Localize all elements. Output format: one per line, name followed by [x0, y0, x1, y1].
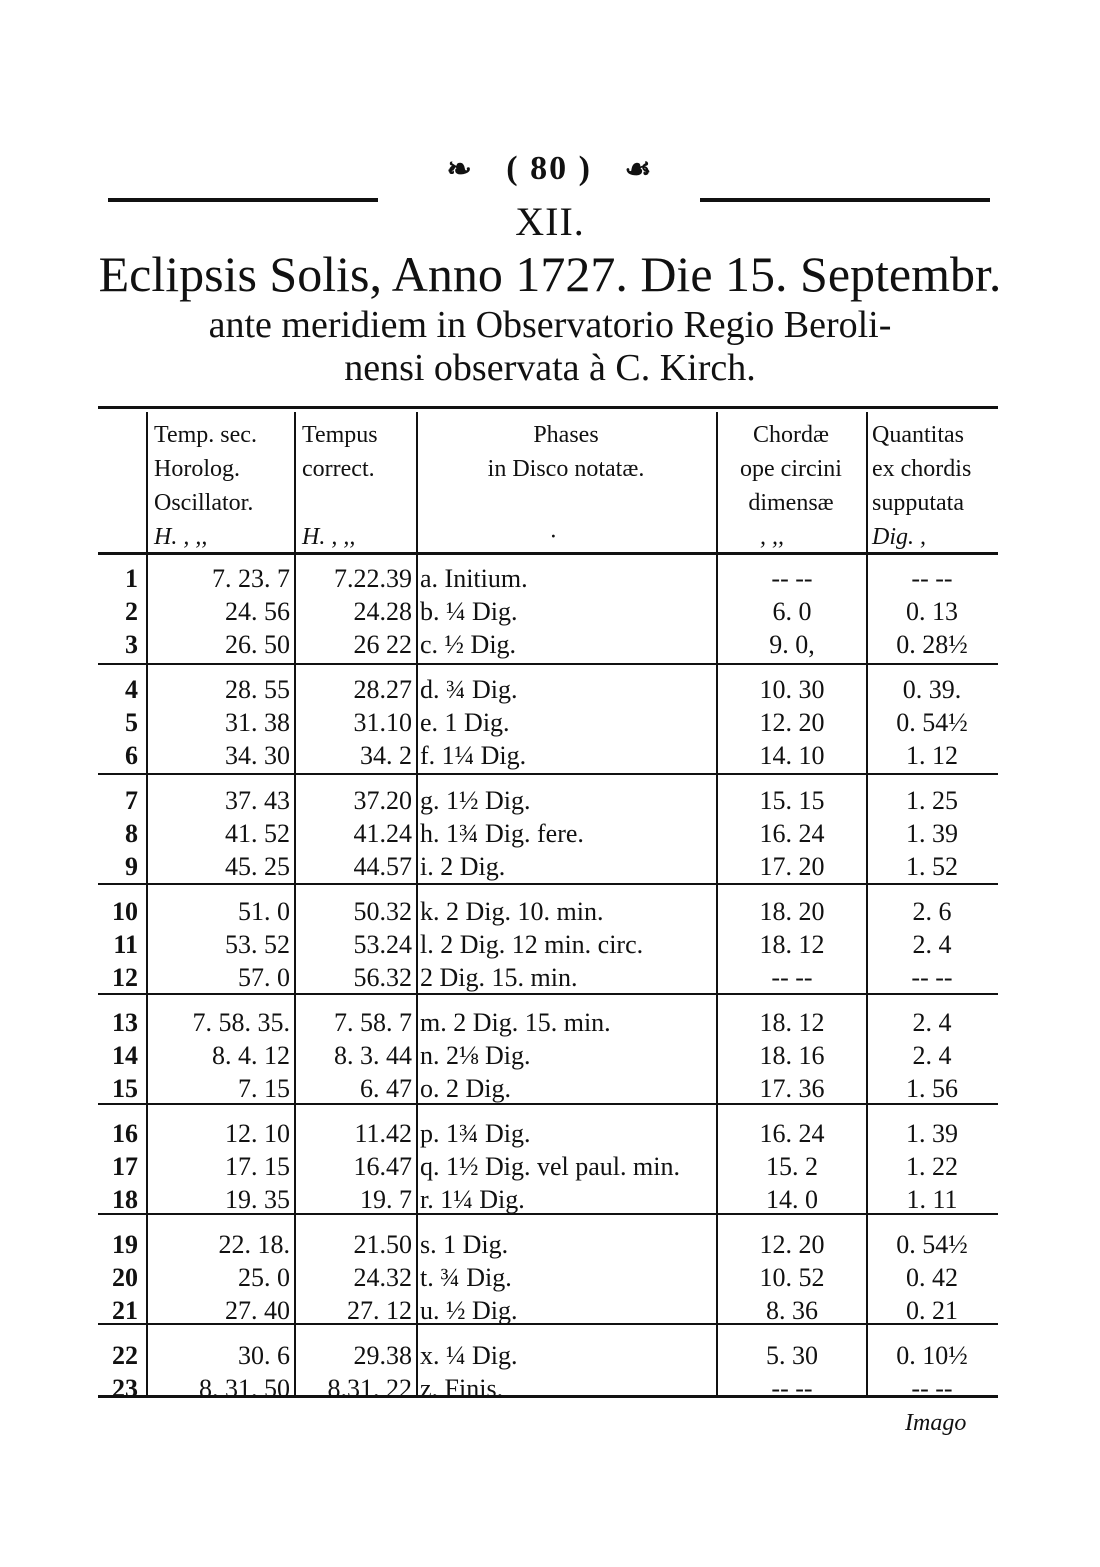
- clock-time-cell: 51. 0: [238, 897, 290, 926]
- quantity-cell: 1. 11: [906, 1185, 958, 1214]
- phase-cell: r. 1¼ Dig.: [420, 1185, 525, 1214]
- phase-cell: h. 1¾ Dig. fere.: [420, 819, 584, 848]
- chord-cell: 17. 36: [759, 1074, 825, 1103]
- quantity-cell: 1. 39: [906, 1119, 958, 1148]
- corrected-time-cell: 6. 47: [360, 1074, 412, 1103]
- corrected-time-cell: 50.32: [353, 897, 412, 926]
- group-rule: [98, 773, 998, 775]
- chord-cell: 18. 20: [759, 897, 825, 926]
- row-number-cell: 15: [112, 1074, 138, 1103]
- page-number: ( 80 ): [506, 150, 592, 187]
- table-row: [110, 1183, 990, 1217]
- chord-cell: 15. 2: [766, 1152, 818, 1181]
- quantity-cell: 1. 25: [906, 786, 958, 815]
- chord-cell: 17. 20: [759, 852, 825, 881]
- table-row: [110, 1006, 990, 1040]
- corrected-time-cell: 26 22: [353, 630, 412, 659]
- quantity-cell: 1. 56: [906, 1074, 958, 1103]
- chord-cell: -- --: [771, 963, 813, 992]
- header-clock-time: Temp. sec. Horolog. Oscillator.: [154, 422, 257, 516]
- phase-cell: k. 2 Dig. 10. min.: [420, 897, 604, 926]
- phase-cell: l. 2 Dig. 12 min. circ.: [420, 930, 644, 959]
- clock-time-cell: 31. 38: [225, 708, 290, 737]
- corrected-time-cell: 27. 12: [347, 1296, 412, 1325]
- row-number-cell: 1: [125, 564, 138, 593]
- corrected-time-cell: 29.38: [353, 1341, 412, 1370]
- table-row: [110, 1228, 990, 1262]
- clock-time-cell: 17. 15: [225, 1152, 290, 1181]
- quantity-cell: 0. 54½: [896, 1230, 968, 1259]
- phase-cell: 2 Dig. 15. min.: [420, 963, 578, 992]
- clock-time-cell: 22. 18.: [218, 1230, 290, 1259]
- clock-time-cell: 27. 40: [225, 1296, 290, 1325]
- phase-cell: i. 2 Dig.: [420, 852, 506, 881]
- chord-cell: 16. 24: [759, 819, 825, 848]
- chord-cell: 14. 0: [766, 1185, 818, 1214]
- row-number-cell: 8: [125, 819, 138, 848]
- chord-cell: 9. 0,: [769, 630, 815, 659]
- unit-phases: ·: [550, 524, 556, 550]
- table-row: [110, 1261, 990, 1295]
- phase-cell: t. ¾ Dig.: [420, 1263, 512, 1292]
- table-row: [110, 1372, 990, 1406]
- corrected-time-cell: 28.27: [353, 675, 412, 704]
- chord-cell: 5. 30: [766, 1341, 818, 1370]
- clock-time-cell: 26. 50: [225, 630, 290, 659]
- corrected-time-cell: 56.32: [353, 963, 412, 992]
- chord-cell: 14. 10: [759, 741, 825, 770]
- corrected-time-cell: 8.31. 22: [327, 1374, 412, 1403]
- table-row: [110, 739, 990, 773]
- quantity-cell: 0. 39.: [902, 675, 962, 704]
- section-numeral: XII.: [515, 199, 585, 244]
- row-number-cell: 17: [112, 1152, 138, 1181]
- phase-cell: c. ½ Dig.: [420, 630, 517, 659]
- row-number-cell: 18: [112, 1185, 138, 1214]
- table-row: [110, 1072, 990, 1106]
- quantity-cell: 0. 13: [906, 597, 958, 626]
- group-rule: [98, 663, 998, 665]
- chord-cell: 18. 12: [759, 1008, 825, 1037]
- header-phases: Phases in Disco notatæ.: [487, 422, 645, 482]
- row-number-cell: 16: [112, 1119, 138, 1148]
- corrected-time-cell: 21.50: [353, 1230, 412, 1259]
- clock-time-cell: 24. 56: [225, 597, 290, 626]
- row-number-cell: 22: [112, 1341, 138, 1370]
- row-number-cell: 6: [125, 741, 138, 770]
- phase-cell: e. 1 Dig.: [420, 708, 510, 737]
- clock-time-cell: 8. 31. 50: [199, 1374, 290, 1403]
- clock-time-cell: 30. 6: [238, 1341, 290, 1370]
- phase-cell: z. Finis.: [420, 1374, 504, 1403]
- clock-time-cell: 45. 25: [225, 852, 290, 881]
- header-rule: [98, 552, 998, 555]
- table-row: [110, 595, 990, 629]
- unit-chords: , ,,: [760, 524, 784, 550]
- fleuron-left-icon: ❧: [446, 153, 474, 186]
- chord-cell: -- --: [771, 564, 813, 593]
- chord-cell: 18. 12: [759, 930, 825, 959]
- table-row: [110, 1117, 990, 1151]
- phase-cell: q. 1½ Dig. vel paul. min.: [420, 1152, 680, 1181]
- quantity-cell: 1. 39: [906, 819, 958, 848]
- corrected-time-cell: 11.42: [354, 1119, 412, 1148]
- chord-cell: 10. 52: [759, 1263, 825, 1292]
- row-number-cell: 21: [112, 1296, 138, 1325]
- unit-corrected-time: H. , ,,: [302, 524, 356, 550]
- chord-cell: 12. 20: [759, 708, 825, 737]
- corrected-time-cell: 24.28: [353, 597, 412, 626]
- quantity-cell: 0. 54½: [896, 708, 968, 737]
- corrected-time-cell: 41.24: [353, 819, 412, 848]
- quantity-cell: 2. 4: [912, 1041, 952, 1070]
- row-number-cell: 5: [125, 708, 138, 737]
- row-number-cell: 2: [125, 597, 138, 626]
- quantity-cell: 2. 4: [912, 930, 952, 959]
- corrected-time-cell: 53.24: [353, 930, 412, 959]
- chord-cell: 8. 36: [766, 1296, 818, 1325]
- row-number-cell: 13: [112, 1008, 138, 1037]
- clock-time-cell: 25. 0: [238, 1263, 290, 1292]
- table-top-rule: [98, 406, 998, 409]
- clock-time-cell: 34. 30: [225, 741, 290, 770]
- table-row: [110, 562, 990, 596]
- quantity-cell: 0. 21: [906, 1296, 958, 1325]
- table-row: [110, 706, 990, 740]
- phase-cell: a. Initium.: [420, 564, 528, 593]
- quantity-cell: -- --: [911, 564, 953, 593]
- phase-cell: u. ½ Dig.: [420, 1296, 518, 1325]
- chord-cell: 18. 16: [759, 1041, 825, 1070]
- corrected-time-cell: 7.22.39: [334, 564, 412, 593]
- subtitle-line: nensi observata à C. Kirch.: [344, 347, 756, 389]
- catchword: Imago: [905, 1410, 967, 1436]
- row-number-cell: 11: [113, 930, 138, 959]
- table-row: [110, 673, 990, 707]
- fleuron-right-icon: ☙: [624, 153, 654, 186]
- row-number-cell: 10: [112, 897, 138, 926]
- header-quantity: Quantitas ex chordis supputata: [872, 422, 972, 516]
- quantity-cell: 1. 22: [906, 1152, 958, 1181]
- phase-cell: d. ¾ Dig.: [420, 675, 518, 704]
- phase-cell: m. 2 Dig. 15. min.: [420, 1008, 611, 1037]
- clock-time-cell: 37. 43: [225, 786, 290, 815]
- chord-cell: -- --: [771, 1374, 813, 1403]
- header-corrected-time: Tempus correct.: [302, 422, 378, 482]
- phase-cell: x. ¼ Dig.: [420, 1341, 518, 1370]
- table-row: [110, 1339, 990, 1373]
- table-row: [110, 850, 990, 884]
- row-number-cell: 14: [112, 1041, 138, 1070]
- table-row: [110, 928, 990, 962]
- clock-time-cell: 57. 0: [238, 963, 290, 992]
- corrected-time-cell: 31.10: [353, 708, 412, 737]
- quantity-cell: 2. 6: [912, 897, 952, 926]
- phase-cell: f. 1¼ Dig.: [420, 741, 527, 770]
- chord-cell: 15. 15: [759, 786, 825, 815]
- phase-cell: g. 1½ Dig.: [420, 786, 531, 815]
- corrected-time-cell: 8. 3. 44: [334, 1041, 412, 1070]
- chord-cell: 16. 24: [759, 1119, 825, 1148]
- table-row: [110, 784, 990, 818]
- quantity-cell: 0. 42: [906, 1263, 958, 1292]
- quantity-cell: -- --: [911, 1374, 953, 1403]
- phase-cell: s. 1 Dig.: [420, 1230, 509, 1259]
- clock-time-cell: 19. 35: [225, 1185, 290, 1214]
- chord-cell: 6. 0: [772, 597, 812, 626]
- row-number-cell: 9: [125, 852, 138, 881]
- clock-time-cell: 7. 23. 7: [212, 564, 290, 593]
- quantity-cell: 1. 52: [906, 852, 958, 881]
- phase-cell: o. 2 Dig.: [420, 1074, 511, 1103]
- clock-time-cell: 7. 15: [238, 1074, 290, 1103]
- phase-cell: p. 1¾ Dig.: [420, 1119, 531, 1148]
- corrected-time-cell: 24.32: [353, 1263, 412, 1292]
- clock-time-cell: 28. 55: [225, 675, 290, 704]
- quantity-cell: -- --: [911, 963, 953, 992]
- quantity-cell: 2. 4: [912, 1008, 952, 1037]
- row-number-cell: 12: [112, 963, 138, 992]
- row-number-cell: 3: [125, 630, 138, 659]
- phase-cell: b. ¼ Dig.: [420, 597, 518, 626]
- chord-cell: 10. 30: [759, 675, 825, 704]
- unit-clock-time: H. , ,,: [154, 524, 208, 550]
- table-row: [110, 1039, 990, 1073]
- unit-quantity: Dig. ,: [872, 524, 926, 550]
- quantity-cell: 1. 12: [906, 741, 958, 770]
- observation-table: [110, 412, 990, 1403]
- clock-time-cell: 12. 10: [225, 1119, 290, 1148]
- corrected-time-cell: 7. 58. 7: [334, 1008, 412, 1037]
- phase-cell: n. 2⅛ Dig.: [420, 1041, 531, 1070]
- table-row: [110, 961, 990, 995]
- row-number-cell: 23: [112, 1374, 138, 1403]
- corrected-time-cell: 19. 7: [360, 1185, 412, 1214]
- table-row: [110, 817, 990, 851]
- corrected-time-cell: 37.20: [353, 786, 412, 815]
- clock-time-cell: 7. 58. 35.: [192, 1008, 290, 1037]
- quantity-cell: 0. 28½: [896, 630, 968, 659]
- table-row: [110, 1150, 990, 1184]
- clock-time-cell: 53. 52: [225, 930, 290, 959]
- quantity-cell: 0. 10½: [896, 1341, 968, 1370]
- row-number-cell: 7: [125, 786, 138, 815]
- row-number-cell: 20: [112, 1263, 138, 1292]
- page-subtitle: [0, 304, 1100, 390]
- page-title: Eclipsis Solis, Anno 1727. Die 15. Septembr.: [98, 246, 1002, 302]
- table-row: [110, 628, 990, 662]
- chord-cell: 12. 20: [759, 1230, 825, 1259]
- row-number-cell: 4: [125, 675, 138, 704]
- running-head: [0, 150, 1100, 188]
- clock-time-cell: 8. 4. 12: [212, 1041, 290, 1070]
- corrected-time-cell: 16.47: [353, 1152, 412, 1181]
- corrected-time-cell: 44.57: [353, 852, 412, 881]
- table-row: [110, 895, 990, 929]
- clock-time-cell: 41. 52: [225, 819, 290, 848]
- table-row: [110, 1294, 990, 1328]
- header-chords: Chordæ ope circini dimensæ: [740, 422, 842, 516]
- row-number-cell: 19: [112, 1230, 138, 1259]
- corrected-time-cell: 34. 2: [360, 741, 412, 770]
- subtitle-line: ante meridiem in Observatorio Regio Beroli-: [208, 304, 892, 346]
